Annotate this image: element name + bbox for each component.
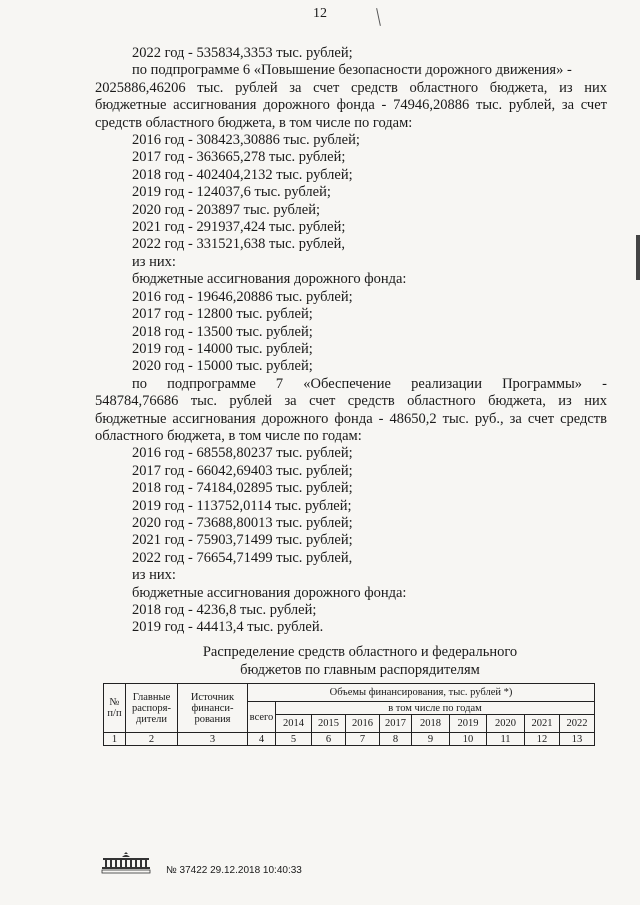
text-line: бюджетные ассигнования дорожного фонда - 48650,2 тыс. руб., за счет средств: [95, 410, 607, 427]
body-text: [95, 45, 607, 637]
text-line: из них:: [132, 253, 176, 270]
scan-edge-mark: [636, 235, 640, 280]
index-cell: 11: [487, 733, 525, 746]
index-cell: 12: [525, 733, 560, 746]
index-cell: 4: [248, 733, 276, 746]
header-year: 2019: [450, 715, 487, 733]
text-line: 2020 год - 203897 тыс. рублей;: [132, 201, 320, 218]
text-line: 2021 год - 291937,424 тыс. рублей;: [132, 219, 346, 236]
text-line: 2020 год - 15000 тыс. рублей;: [132, 358, 313, 375]
text-line: 2022 год - 76654,71499 тыс. рублей,: [132, 549, 353, 566]
header-including: в том числе по годам: [276, 702, 595, 715]
text-line: 2017 год - 12800 тыс. рублей;: [132, 306, 313, 323]
text-line: по подпрограмме 7 «Обеспечение реализации Программы» -: [132, 375, 607, 392]
header-number: № п/п: [104, 684, 126, 733]
table-caption: [0, 643, 640, 679]
text-line: 2020 год - 73688,80013 тыс. рублей;: [132, 514, 353, 531]
header-year: 2020: [487, 715, 525, 733]
text-line: областного бюджета, в том числе по годам:: [95, 427, 362, 444]
text-line: 2018 год - 4236,8 тыс. рублей;: [132, 602, 317, 618]
text-line: бюджетные ассигнования дорожного фонда:: [132, 584, 407, 601]
caption-line-1: Распределение средств областного и федерального: [202, 644, 518, 660]
header-year: 2022: [560, 715, 595, 733]
text-line: 2022 год - 331521,638 тыс. рублей,: [132, 236, 345, 253]
text-line: 2017 год - 66042,69403 тыс. рублей;: [132, 462, 353, 479]
header-year: 2017: [380, 715, 412, 733]
text-line: 2016 год - 308423,30886 тыс. рублей;: [132, 132, 360, 149]
text-line: 2016 год - 19646,20886 тыс. рублей;: [132, 288, 353, 305]
text-line: 2019 год - 124037,6 тыс. рублей;: [132, 184, 331, 201]
text-line: по подпрограмме 6 «Повышение безопасности дорожного движения» -: [132, 62, 572, 79]
text-line: 2018 год - 74184,02895 тыс. рублей;: [132, 480, 353, 497]
page-number: 12: [313, 6, 327, 21]
text-line: 2025886,46206 тыс. рублей за счет средств областного бюджета, из них: [95, 79, 607, 96]
header-managers: Главные распоря-дители: [126, 684, 178, 733]
header-year: 2016: [346, 715, 380, 733]
header-year: 2021: [525, 715, 560, 733]
text-line: 2022 год - 535834,3353 тыс. рублей;: [132, 45, 353, 61]
index-cell: 5: [276, 733, 312, 746]
index-cell: 9: [412, 733, 450, 746]
index-cell: 7: [346, 733, 380, 746]
index-cell: 8: [380, 733, 412, 746]
index-cell: 2: [126, 733, 178, 746]
header-year: 2015: [312, 715, 346, 733]
government-building-logo: [100, 852, 152, 874]
index-cell: 6: [312, 733, 346, 746]
document-registration-stamp: № 37422 29.12.2018 10:40:33: [166, 865, 302, 876]
text-line: из них:: [132, 567, 176, 584]
text-line: 548784,76686 тыс. рублей за счет средств областного бюджета, из них: [95, 393, 607, 410]
header-year: 2014: [276, 715, 312, 733]
text-line: 2021 год - 75903,71499 тыс. рублей;: [132, 532, 353, 549]
text-line: 2019 год - 44413,4 тыс. рублей.: [132, 619, 324, 636]
header-total: всего: [248, 702, 276, 733]
header-source: Источник финанси-рования: [178, 684, 248, 733]
index-cell: 10: [450, 733, 487, 746]
text-line: 2016 год - 68558,80237 тыс. рублей;: [132, 445, 353, 462]
text-line: 2019 год - 113752,0114 тыс. рублей;: [132, 497, 352, 514]
text-line: 2019 год - 14000 тыс. рублей;: [132, 340, 313, 357]
index-cell: 3: [178, 733, 248, 746]
text-line: 2018 год - 13500 тыс. рублей;: [132, 323, 313, 340]
text-line: бюджетные ассигнования дорожного фонда:: [132, 271, 407, 288]
text-line: средств областного бюджета, в том числе по годам:: [95, 114, 413, 131]
header-volumes: Объемы финансирования, тыс. рублей *): [248, 684, 595, 702]
index-cell: 13: [560, 733, 595, 746]
caption-line-2: бюджетов по главным распорядителям: [240, 662, 480, 678]
text-line: бюджетные ассигнования дорожного фонда - 74946,20886 тыс. рублей, за счет: [95, 97, 607, 114]
text-line: 2017 год - 363665,278 тыс. рублей;: [132, 149, 346, 166]
index-cell: 1: [104, 733, 126, 746]
header-year: 2018: [412, 715, 450, 733]
financing-table: [103, 683, 595, 746]
text-line: 2018 год - 402404,2132 тыс. рублей;: [132, 166, 353, 183]
